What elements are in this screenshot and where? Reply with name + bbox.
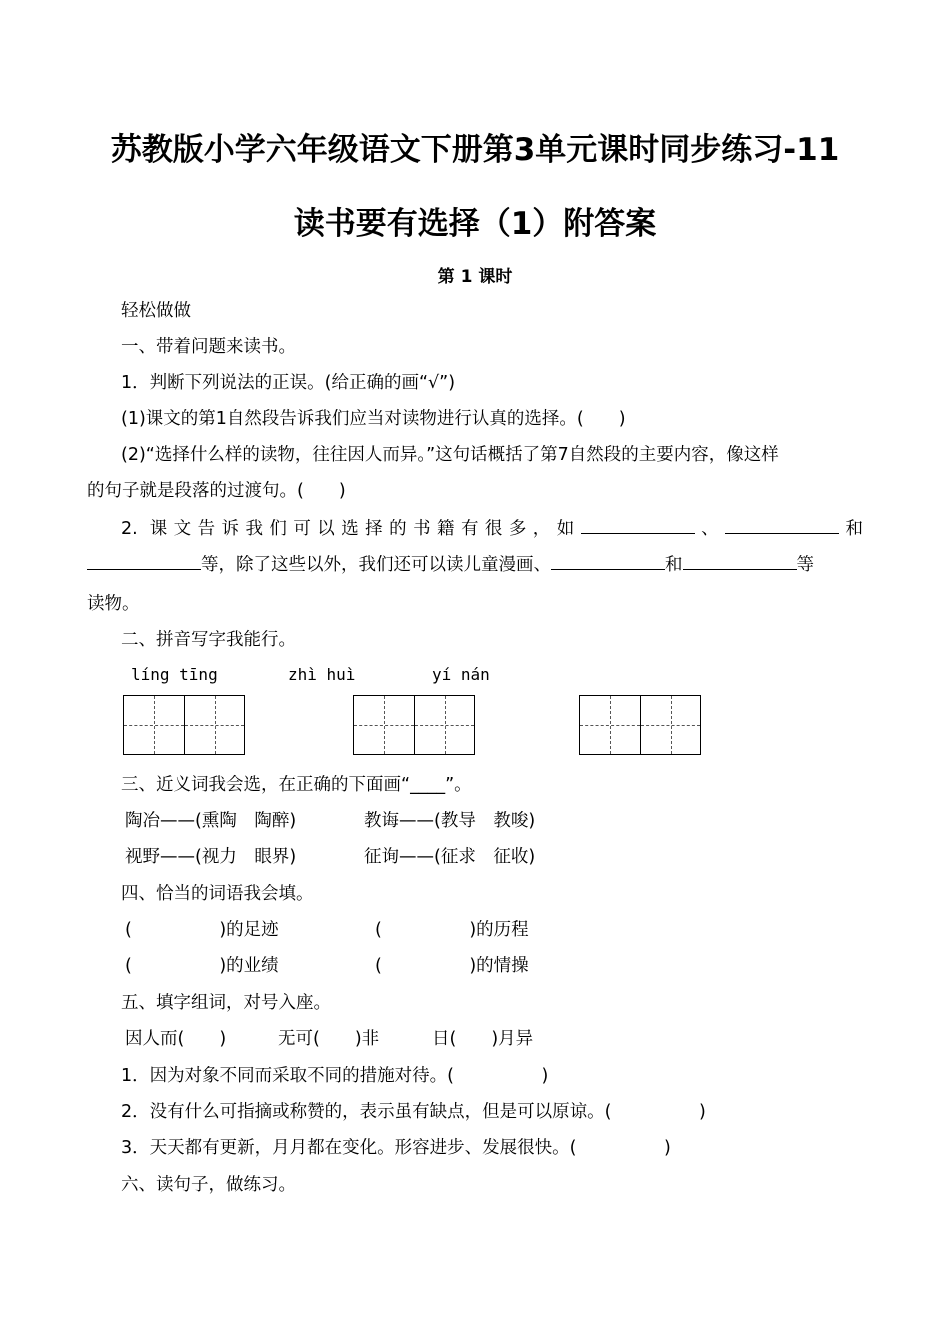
lesson-label: 第 1 课时 <box>437 267 513 287</box>
writing-grid-3 <box>579 695 701 755</box>
document-title-line2: 读书要有选择（1）附答案 <box>293 206 657 242</box>
part4-heading: 四、恰当的词语我会填。 <box>121 884 314 904</box>
part1-q2-text: 2. 课文告诉我们可以选择的书籍有很多，如 <box>121 519 581 539</box>
separator-text: 、 <box>694 519 726 539</box>
synonym-row1-left: 陶冶——(熏陶 陶醉) <box>125 811 297 831</box>
part1-q1: 1．判断下列说法的正误。(给正确的画“√”) <box>121 373 456 393</box>
synonym-row1-right: 教诲——(教导 教唆) <box>364 811 536 831</box>
deng-text: 等 <box>796 555 814 575</box>
idiom-1: 因人而( ) <box>125 1029 227 1049</box>
part1-q1-1: (1)课文的第1自然段告诉我们应当对读物进行认真的选择。( ) <box>121 409 626 429</box>
part1-q1-2b: 的句子就是段落的过渡句。( ) <box>87 481 346 501</box>
answer-blank[interactable] <box>581 519 695 534</box>
part1-q2-text2: 等，除了这些以外，我们还可以读儿童漫画、 <box>201 555 551 575</box>
synonym-row2-left: 视野——(视力 眼界) <box>125 847 297 867</box>
part1-q2-line2 <box>87 551 863 576</box>
part6-heading: 六、读句子，做练习。 <box>121 1175 296 1195</box>
pinyin-2: zhì huì <box>288 665 356 684</box>
writing-cell[interactable] <box>580 696 640 754</box>
answer-blank[interactable] <box>87 555 201 570</box>
section-easy: 轻松做做 <box>121 301 191 321</box>
answer-blank[interactable] <box>683 555 797 570</box>
part1-heading: 一、带着问题来读书。 <box>121 337 296 357</box>
idiom-2: 无可( )非 <box>278 1029 380 1049</box>
and-text: 和 <box>665 555 683 575</box>
writing-cell[interactable] <box>184 696 244 754</box>
part3-heading: 三、近义词我会选，在正确的下面画“____”。 <box>121 775 472 795</box>
fill-item-1: ( )的足迹 <box>125 920 279 940</box>
synonym-row2-right: 征询——(征求 征收) <box>364 847 536 867</box>
part1-q2-line3: 读物。 <box>87 594 140 614</box>
part5-heading: 五、填字组词，对号入座。 <box>121 993 331 1013</box>
writing-cell[interactable] <box>354 696 414 754</box>
writing-grid-2 <box>353 695 475 755</box>
idiom-3: 日( )月异 <box>432 1029 534 1049</box>
answer-blank[interactable] <box>725 519 839 534</box>
fill-item-3: ( )的业绩 <box>125 956 279 976</box>
writing-grid-1 <box>123 695 245 755</box>
fill-item-4: ( )的情操 <box>375 956 529 976</box>
answer-blank[interactable] <box>551 555 665 570</box>
part1-q1-2a: (2)“选择什么样的读物，往往因人而异。”这句话概括了第7自然段的主要内容，像这样 <box>121 445 779 465</box>
part2-heading: 二、拼音写字我能行。 <box>121 630 296 650</box>
writing-cell[interactable] <box>414 696 474 754</box>
and-text: 和 <box>839 519 864 539</box>
writing-cell[interactable] <box>124 696 184 754</box>
part5-q3: 3．天天都有更新，月月都在变化。形容进步、发展很快。( ) <box>121 1138 671 1158</box>
pinyin-1: líng tīng <box>131 665 218 684</box>
part5-q1: 1．因为对象不同而采取不同的措施对待。( ) <box>121 1066 549 1086</box>
document-title-line1: 苏教版小学六年级语文下册第3单元课时同步练习-11 <box>110 132 840 168</box>
fill-item-2: ( )的历程 <box>375 920 529 940</box>
pinyin-3: yí nán <box>432 665 490 684</box>
writing-cell[interactable] <box>640 696 700 754</box>
part5-q2: 2．没有什么可指摘或称赞的，表示虽有缺点，但是可以原谅。( ) <box>121 1102 706 1122</box>
part1-q2-line1 <box>121 515 863 540</box>
